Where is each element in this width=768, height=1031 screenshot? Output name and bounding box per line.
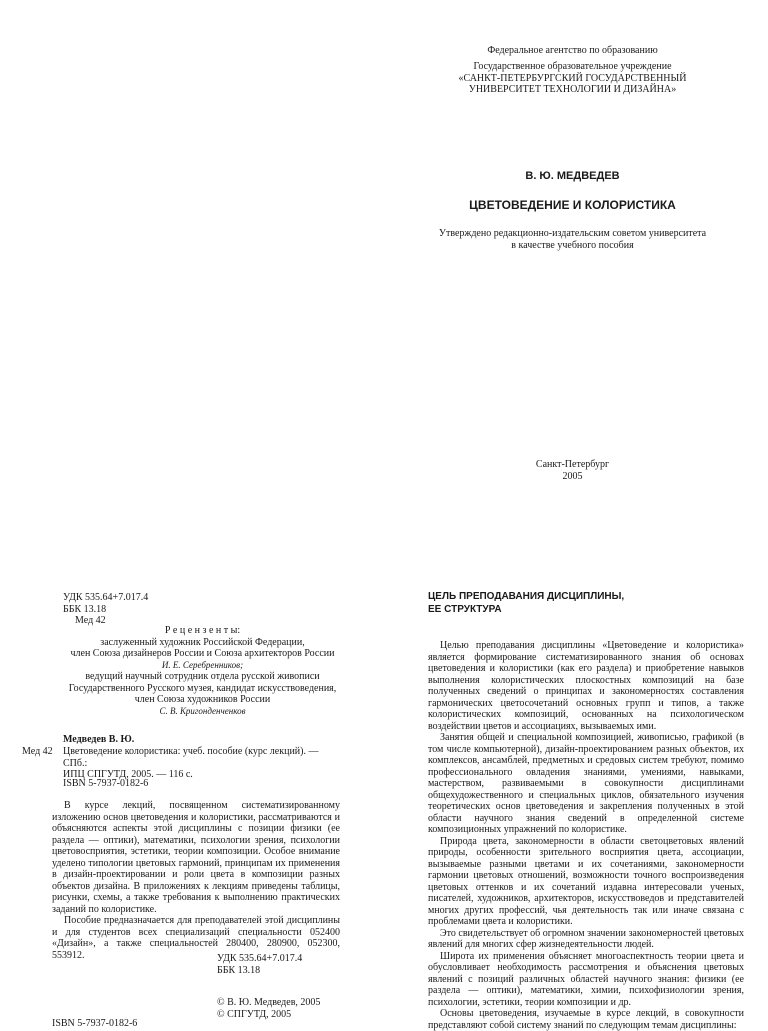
institution-line: Государственное образовательное учреждение <box>473 61 672 72</box>
author-entry: Медведев В. Ю. <box>63 734 135 745</box>
abstract-paragraph: В курсе лекций, посвященном систематизированному изложению основ цветоведения и колористики, рассматриваются и объясняются аспекты этой дисциплины с позиции физики (ее раздела — оптики), математики, психологии зрения, психологии цветовосприятия, эстетики, теории композиции. Особое внимание уделено типологии цветовых гармоний, принципам их применения в дизайн-проектировании и роли цвета в композиции разных объектов дизайна. В приложениях к лекциям приведены таблицы, рисунки, схемы, а также требования к выполнению практических заданий по колористике. <box>52 800 340 915</box>
body-paragraph: Занятия общей и специальной композицией, живописью, графикой (в том числе компьютерной), дизайн-проектированием разных объектов, их комплексов, ансамблей, предметных и средовых систем требуют, помимо профессионального овладения знаниями, умениями, навыками, мастерством, развиваемыми в совокупности дисциплинами общехудожественного и специальных циклов, обязательного изучения теоретических основ цветоведения и закрепления полученных в этой области научного знания сведений в определенной системе композиционных упражнений по колористике. <box>428 732 744 835</box>
institution-line: УНИВЕРСИТЕТ ТЕХНОЛОГИИ И ДИЗАЙНА» <box>468 84 677 95</box>
heading-line: ЕЕ СТРУКТУРА <box>428 604 502 615</box>
agency-line: Федеральное агентство по образованию <box>487 45 658 56</box>
year: 2005 <box>562 470 583 482</box>
approval-line: в качестве учебного пособия <box>511 239 634 251</box>
section-heading <box>428 590 728 616</box>
institution-line: «САНКТ-ПЕТЕРБУРГСКИЙ ГОСУДАРСТВЕННЫЙ <box>458 72 687 84</box>
reviewer-line: заслуженный художник Российской Федерации, <box>100 636 305 648</box>
classification-block-2 <box>217 953 347 976</box>
bbk-code: ББК 13.18 <box>63 603 107 615</box>
author-mark: Мед 42 <box>75 615 106 626</box>
copyright-block <box>217 997 347 1020</box>
bib-line: ИПЦ СПГУТД, 2005. — 116 с. <box>63 769 193 780</box>
approval-line: Утверждено редакционно-издательским советом университета <box>438 228 707 239</box>
reviewer-line: член Союза художников России <box>134 694 271 705</box>
imprint-city-year <box>420 459 725 482</box>
isbn: ISBN 5-7937-0182-6 <box>63 778 149 789</box>
reviewer-name: И. Е. Серебренников; <box>161 659 244 670</box>
udk-code: УДК 535.64+7.017.4 <box>217 953 303 964</box>
approval-block <box>420 228 725 251</box>
copyright-line: © В. Ю. Медведев, 2005 <box>217 997 321 1008</box>
bibliographic-description <box>63 746 345 781</box>
city: Санкт-Петербург <box>535 459 610 470</box>
reviewer-name: С. В. Кригонденченков <box>159 705 246 716</box>
reviewers-block <box>60 625 345 717</box>
body-paragraph: Это свидетельствует об огромном значении закономерностей цветовых явлений для многих сфер жизнедеятельности людей. <box>428 927 744 950</box>
copyright-line: © СПГУТД, 2005 <box>217 1008 292 1020</box>
body-text <box>428 640 744 1031</box>
side-code: Мед 42 <box>22 746 53 757</box>
reviewers-heading: Р е ц е н з е н т ы: <box>164 625 241 636</box>
bib-line: Цветоведение колористика: учеб. пособие (курс лекций). — СПб.: <box>63 746 319 769</box>
abstract-paragraph: Пособие предназначается для преподавателей этой дисциплины и для студентов всех специализаций специальности 052400 «Дизайн», а также специальностей 280400, 280900, 052300, 553912. <box>52 915 340 961</box>
institution-block <box>420 61 725 96</box>
author-name: В. Ю. МЕДВЕДЕВ <box>525 170 620 182</box>
reviewer-line: Государственного Русского музея, кандидат искусствоведения, <box>68 682 337 694</box>
body-paragraph: Широта их применения объясняет многоаспектность теории цвета и обусловливает необходимость рассмотрения и объяснения цветовых явлений с позиций различных областей научного знания: физики (ее раздела — оптики), математики, химии, психофизиологии зрения, психологии, эстетики, теории композиции и др. <box>428 950 744 1008</box>
abstract <box>52 800 340 961</box>
body-paragraph: Природа цвета, закономерности в области светоцветовых явлений природы, особенности зрительного восприятия цвета, ассоциации, вызываемые разными цветами и их сочетаниями, закономерности гармонии цветовых отношений, возможности точного воспроизведения цветовых оттенков и их сочетаний издавна интересовали ученых, писателей, художников, архитекторов, искусствоведов и представителей многих других профессий, чья деятельность так или иначе связана с проблемами цвета и колористики. <box>428 835 744 927</box>
isbn-bottom: ISBN 5-7937-0182-6 <box>52 1018 138 1029</box>
body-paragraph: Основы цветоведения, изучаемые в курсе лекций, в совокупности представляют собой систему знаний по следующим темам дисциплины: <box>428 1008 744 1031</box>
body-paragraph: Целью преподавания дисциплины «Цветоведение и колористика» является формирование систематизированного знания об основах цветоведения и колористики (как его раздела) и приобретение навыков выполнения колористических плоскостных композиций на базе полученных сведений о принципах и закономерностях составления гармонических цветосочетаний основных групп и типов, а также колористических композиций, основанных на психологическом воздействии цветов и ассоциациях, вызываемых ими. <box>428 640 744 732</box>
reviewer-line: член Союза дизайнеров России и Союза архитекторов России <box>70 648 335 659</box>
bbk-code: ББК 13.18 <box>217 964 261 976</box>
book-title: ЦВЕТОВЕДЕНИЕ И КОЛОРИСТИКА <box>469 198 676 212</box>
heading-line: ЦЕЛЬ ПРЕПОДАВАНИЯ ДИСЦИПЛИНЫ, <box>428 591 625 602</box>
reviewer-line: ведущий научный сотрудник отдела русской живописи <box>85 671 320 682</box>
udk-code: УДК 535.64+7.017.4 <box>63 592 149 603</box>
classification-block <box>63 592 213 627</box>
